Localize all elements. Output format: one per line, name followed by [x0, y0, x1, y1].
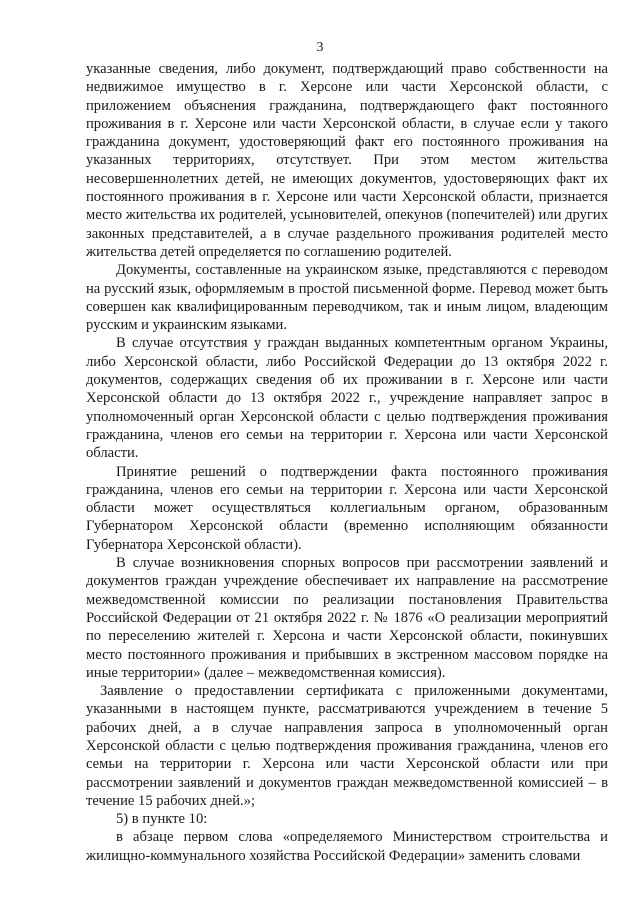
- paragraph-disputes: В случае возникновения спорных вопросов при рассмотрении заявлений и документов граждан учреждение обеспечивает их направление на рассмотрение межведомственной комиссии по реализации постановления Правительства Российской Федерации от 21 октября 2022 г. № 1876 «О реализации мероприятий по переселению жителей г. Херсона и части Херсонской области, покинувших место постоянного проживания и прибывших в экстренном массовом порядке на иные территории» (далее – межведомственная комиссия).: [86, 555, 608, 681]
- document-body: [86, 60, 608, 865]
- paragraph-collegial-body: Принятие решений о подтверждении факта постоянного проживания гражданина, членов его семьи на территории г. Херсона или части Херсонской области может осуществляться коллегиальным органом, образованным Губернатором Херсонской области (временно исполняющим обязанности Губернатора Херсонской области).: [86, 463, 608, 553]
- paragraph-residence-info: указанные сведения, либо документ, подтверждающий право собственности на недвижимое имущество в г. Херсоне или части Херсонской области, с приложением объяснения гражданина, подтверждающего факт постоянного проживания в г. Херсоне или части Херсонской области, в случае если у такого гражданина документ, удостоверяющий факт его постоянного проживания на указанных территориях, отсутствует. При этом местом жительства несовершеннолетних детей, не имеющих документов, удостоверяющих факт их постоянного проживания в г. Херсоне или части Херсонской области, признается место жительства их родителей, усыновителей, опекунов (попечителей) или других законных представителей, а в случае раздельного проживания родителей место жительства детей определяется по соглашению родителей.: [86, 61, 608, 260]
- page-number: 3: [316, 40, 324, 55]
- paragraph-ukrainian-documents: Документы, составленные на украинском языке, представляются с переводом на русский язык, оформляемым в простой письменной форме. Перевод может быть совершен как квалифицированным переводчиком, так и иным лицом, владеющим русским и украинским языками.: [86, 262, 608, 334]
- paragraph-replace-words: в абзаце первом слова «определяемого Министерством строительства и жилищно-коммунального хозяйства Российской Федерации» заменить словами: [86, 829, 608, 864]
- paragraph-review-period: Заявление о предоставлении сертификата с приложенными документами, указанными в настоящем пункте, рассматриваются учреждением в течение 5 рабочих дней, а в случае направления запроса в уполномоченный орган Херсонской области с целью подтверждения проживания гражданина, членов его семьи на территории г. Херсона или части Херсонской области или при рассмотрении заявлений и документов граждан межведомственной комиссией – в течение 15 рабочих дней.»;: [86, 683, 608, 809]
- paragraph-item-5: 5) в пункте 10:: [116, 811, 208, 828]
- paragraph-missing-documents: В случае отсутствия у граждан выданных компетентным органом Украины, либо Херсонской области, либо Российской Федерации до 13 октября 2022 г. документов, содержащих сведения об их проживании в г. Херсоне или части Херсонской области до 13 октября 2022 г., учреждение направляет запрос в уполномоченный орган Херсонской области с целью подтверждения проживания гражданина, членов его семьи на территории г. Херсона или части Херсонской области.: [86, 335, 608, 462]
